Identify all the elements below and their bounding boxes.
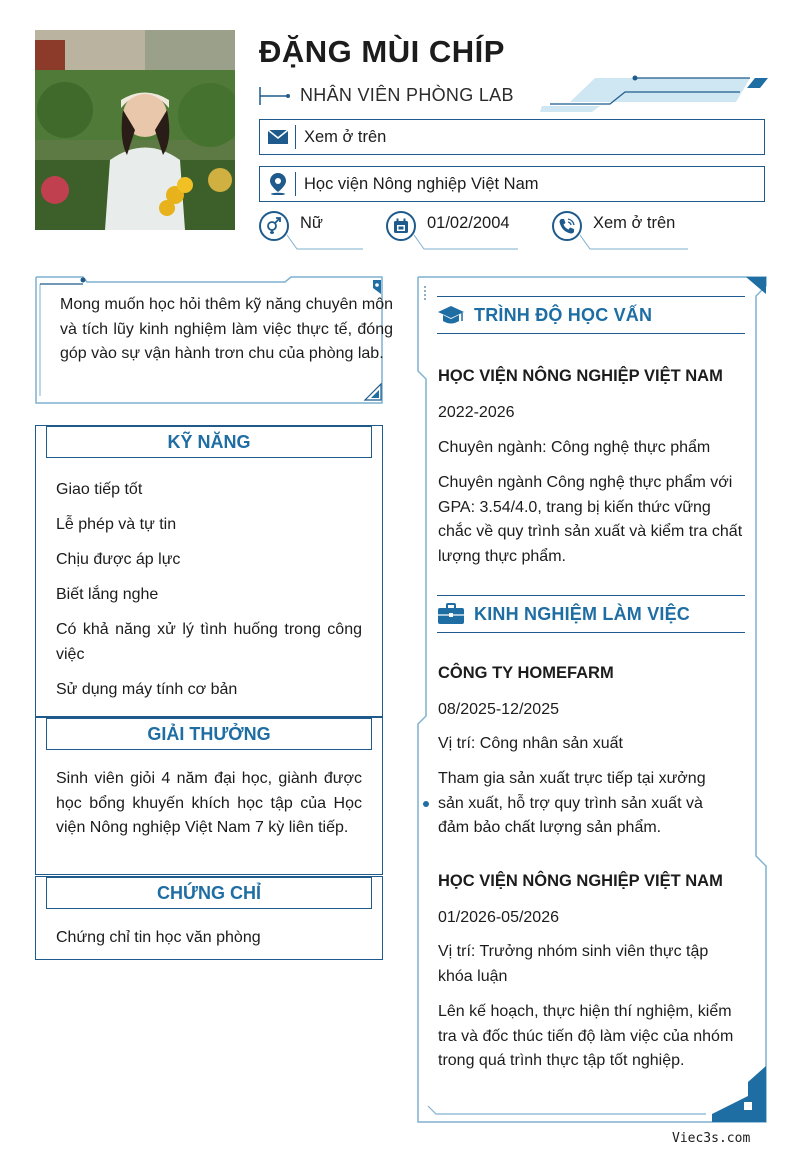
phone-value: Xem ở trên: [593, 214, 676, 232]
awards-section: [35, 717, 383, 875]
skill-item: Giao tiếp tốt: [56, 481, 143, 498]
job-description: Tham gia sản xuất trực tiếp tại xưởng sản xuất, hỗ trợ quy trình sản xuất và đảm bảo chất lượng sản phẩm.: [438, 770, 706, 836]
job-position: Vị trí: Công nhân sản xuất: [438, 735, 623, 752]
envelope-icon: [260, 125, 296, 149]
awards-heading: GIẢI THƯỞNG: [46, 718, 372, 750]
education-heading: [437, 296, 745, 334]
education-period: 2022-2026: [438, 404, 515, 421]
education-major: Chuyên ngành: Công nghệ thực phẩm: [438, 439, 711, 456]
education-description: Chuyên ngành Công nghệ thực phẩm với GPA: 3.54/4.0, trang bị kiến thức vững chắc về quy trình sản xuất và kiểm tra chất lượng thực phẩm.: [438, 474, 743, 565]
phone-field: [552, 209, 692, 253]
graduation-cap-icon: [437, 301, 465, 329]
job-position: Vị trí: Trưởng nhóm sinh viên thực tập khóa luận: [438, 943, 709, 985]
job-period: 01/2026-05/2026: [438, 909, 559, 926]
gender-field: [259, 209, 369, 253]
candidate-name: ĐẶNG MÙI CHÍP: [259, 34, 505, 69]
footer-watermark: Viec3s.com: [672, 1131, 751, 1146]
job-company: HỌC VIỆN NÔNG NGHIỆP VIỆT NAM: [438, 872, 723, 890]
address-field: [259, 166, 765, 202]
gender-value: Nữ: [300, 214, 323, 232]
certificates-text: Chứng chỉ tin học văn phòng: [56, 929, 261, 946]
calendar-icon: [386, 211, 416, 241]
gender-icon: [259, 211, 289, 241]
skill-item: Chịu được áp lực: [56, 551, 181, 568]
experience-title: KINH NGHIỆM LÀM VIỆC: [474, 603, 691, 624]
email-value: Xem ở trên: [304, 127, 387, 146]
job-period: 08/2025-12/2025: [438, 701, 559, 718]
skill-item: Lễ phép và tự tin: [56, 516, 177, 533]
skills-list: [56, 478, 362, 713]
job-title: NHÂN VIÊN PHÒNG LAB: [300, 85, 514, 105]
profile-photo: [35, 30, 235, 230]
objective-text: Mong muốn học hỏi thêm kỹ năng chuyên môn và tích lũy kinh nghiệm làm việc thực tế, đóng góp vào sự vận hành trơn chu của phòng lab.: [60, 296, 393, 362]
skill-item: Có khả năng xử lý tình huống trong công việc: [56, 621, 362, 663]
education-school: HỌC VIỆN NÔNG NGHIỆP VIỆT NAM: [438, 367, 723, 385]
address-value: Học viện Nông nghiệp Việt Nam: [304, 174, 539, 193]
title-decor-line: [259, 85, 291, 107]
birthdate-value: 01/02/2004: [427, 214, 510, 232]
briefcase-icon: [437, 600, 465, 628]
skills-section: [35, 425, 383, 717]
birthdate-field: [386, 209, 521, 253]
gender-underline: [287, 233, 367, 251]
certificates-heading: CHỨNG CHỈ: [46, 877, 372, 909]
header-decoration: [540, 72, 772, 114]
skill-item: Sử dụng máy tính cơ bản: [56, 680, 238, 698]
job-company: CÔNG TY HOMEFARM: [438, 664, 614, 682]
skill-item: Biết lắng nghe: [56, 586, 159, 603]
job-description: Lên kế hoạch, thực hiện thí nghiệm, kiểm tra và đốc thúc tiến độ làm việc của nhóm trong quá trình thực tập tốt nghiệp.: [438, 1003, 734, 1069]
objective-section: [35, 276, 393, 404]
birthdate-underline: [414, 233, 524, 251]
email-field: [259, 119, 765, 155]
phone-underline: [580, 233, 692, 251]
map-pin-icon: [260, 172, 296, 196]
certificates-section: [35, 876, 383, 960]
education-title: TRÌNH ĐỘ HỌC VẤN: [474, 304, 653, 325]
phone-icon: [552, 211, 582, 241]
skills-heading: KỸ NĂNG: [46, 426, 372, 458]
experience-heading: [437, 595, 745, 633]
awards-text: Sinh viên giỏi 4 năm đại học, giành được học bổng khuyến khích học tập của Học viện Nông nghiệp Việt Nam 7 kỳ liên tiếp.: [56, 770, 362, 836]
